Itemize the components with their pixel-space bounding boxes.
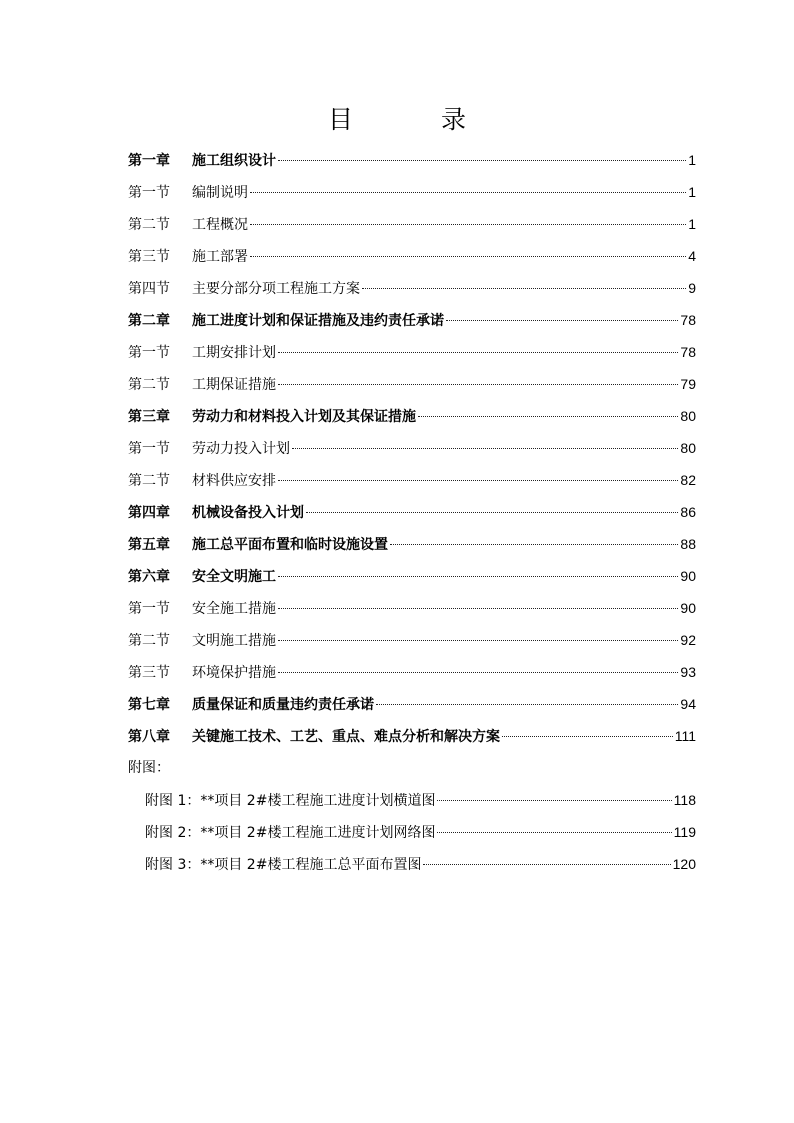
- toc-entry-label: 第一节: [128, 185, 170, 201]
- toc-entry-title: 安全施工措施: [192, 601, 276, 617]
- toc-entry-title: 附图 1：**项目 2#楼工程施工进度计划横道图: [145, 793, 436, 809]
- toc-entry-label: 第五章: [128, 537, 170, 553]
- toc-dot-leader: [278, 480, 678, 481]
- toc-dot-leader: [278, 640, 678, 641]
- toc-dot-leader: [250, 192, 686, 193]
- toc-chapter-row[interactable]: [128, 560, 696, 592]
- toc-page-number: 78: [680, 312, 696, 328]
- toc-dot-leader: [278, 384, 678, 385]
- toc-entry-title: 劳动力和材料投入计划及其保证措施: [192, 409, 416, 425]
- toc-page-number: 9: [688, 280, 696, 296]
- toc-entry-label: 第六章: [128, 569, 170, 585]
- title-right-char: 录: [441, 105, 467, 134]
- toc-entry-title: 编制说明: [192, 185, 248, 201]
- toc-page-number: 120: [672, 856, 696, 872]
- toc-entry-title: 工期安排计划: [192, 345, 276, 361]
- toc-page-number: 86: [680, 504, 696, 520]
- toc-entry-label: 第二节: [128, 473, 170, 489]
- toc-entry-label: 第四章: [128, 505, 170, 521]
- toc-section-row[interactable]: [128, 592, 696, 624]
- toc-section-row[interactable]: [128, 240, 696, 272]
- toc-entry-label: 第三节: [128, 249, 170, 265]
- appendix-heading: 附图：: [128, 760, 170, 776]
- toc-entry-label: 第一节: [128, 601, 170, 617]
- appendix-entries: [128, 784, 696, 880]
- toc-section-row[interactable]: [128, 624, 696, 656]
- toc-dot-leader: [278, 672, 678, 673]
- toc-section-row[interactable]: [128, 176, 696, 208]
- toc-page-number: 93: [680, 664, 696, 680]
- toc-dot-leader: [306, 512, 678, 513]
- toc-entry-label: 第二节: [128, 633, 170, 649]
- toc-entry-label: 第八章: [128, 729, 170, 745]
- toc-appendix-row[interactable]: [128, 816, 696, 848]
- toc-entry-title: 文明施工措施: [192, 633, 276, 649]
- toc-dot-leader: [250, 256, 686, 257]
- toc-entry-title: 材料供应安排: [192, 473, 276, 489]
- toc-entry-title: 工程概况: [192, 217, 248, 233]
- toc-dot-leader: [278, 352, 678, 353]
- toc-dot-leader: [278, 576, 678, 577]
- toc-dot-leader: [418, 416, 678, 417]
- toc-dot-leader: [362, 288, 686, 289]
- toc-entries: [128, 144, 696, 752]
- toc-entry-label: 第一节: [128, 441, 170, 457]
- toc-dot-leader: [250, 224, 686, 225]
- toc-dot-leader: [278, 160, 686, 161]
- toc-appendix-row[interactable]: [128, 848, 696, 880]
- toc-page-number: 4: [688, 248, 696, 264]
- toc-entry-label: 第四节: [128, 281, 170, 297]
- toc-entry-label: 第二节: [128, 377, 170, 393]
- toc-page-number: 78: [680, 344, 696, 360]
- toc-entry-title: 质量保证和质量违约责任承诺: [192, 697, 374, 713]
- toc-entry-title: 主要分部分项工程施工方案: [192, 281, 360, 297]
- toc-dot-leader: [376, 704, 678, 705]
- toc-page-number: 1: [688, 184, 696, 200]
- toc-dot-leader: [292, 448, 678, 449]
- toc-entry-label: 第一节: [128, 345, 170, 361]
- toc-dot-leader: [437, 800, 671, 801]
- toc-page-number: 80: [680, 408, 696, 424]
- toc-section-row[interactable]: [128, 336, 696, 368]
- toc-dot-leader: [390, 544, 678, 545]
- toc-dot-leader: [278, 608, 678, 609]
- toc-page-number: 80: [680, 440, 696, 456]
- toc-entry-title: 劳动力投入计划: [192, 441, 290, 457]
- toc-page-number: 82: [680, 472, 696, 488]
- table-of-contents: [128, 144, 696, 880]
- toc-entry-title: 关键施工技术、工艺、重点、难点分析和解决方案: [192, 729, 500, 745]
- toc-entry-title: 机械设备投入计划: [192, 505, 304, 521]
- toc-entry-label: 第一章: [128, 153, 170, 169]
- toc-section-row[interactable]: [128, 656, 696, 688]
- toc-section-row[interactable]: [128, 272, 696, 304]
- toc-page-number: 92: [680, 632, 696, 648]
- toc-page-number: 119: [673, 824, 696, 840]
- toc-entry-title: 施工总平面布置和临时设施设置: [192, 537, 388, 553]
- toc-chapter-row[interactable]: [128, 400, 696, 432]
- toc-entry-title: 附图 2：**项目 2#楼工程施工进度计划网络图: [145, 825, 436, 841]
- toc-page-number: 1: [688, 216, 696, 232]
- toc-entry-title: 环境保护措施: [192, 665, 276, 681]
- toc-chapter-row[interactable]: [128, 688, 696, 720]
- toc-entry-title: 安全文明施工: [192, 569, 276, 585]
- toc-section-row[interactable]: [128, 464, 696, 496]
- toc-entry-title: 施工组织设计: [192, 153, 276, 169]
- toc-entry-label: 第三节: [128, 665, 170, 681]
- toc-page-number: 1: [688, 152, 696, 168]
- toc-chapter-row[interactable]: [128, 304, 696, 336]
- toc-chapter-row[interactable]: [128, 528, 696, 560]
- toc-entry-title: 施工部署: [192, 249, 248, 265]
- toc-entry-label: 第三章: [128, 409, 170, 425]
- toc-page-number: 118: [673, 792, 696, 808]
- toc-page-number: 111: [674, 728, 696, 744]
- toc-entry-label: 第二节: [128, 217, 170, 233]
- toc-dot-leader: [502, 736, 673, 737]
- toc-section-row[interactable]: [128, 432, 696, 464]
- toc-dot-leader: [437, 832, 671, 833]
- toc-dot-leader: [446, 320, 678, 321]
- toc-chapter-row[interactable]: [128, 144, 696, 176]
- toc-chapter-row[interactable]: [128, 720, 696, 752]
- toc-page-number: 90: [680, 568, 696, 584]
- toc-entry-title: 附图 3：**项目 2#楼工程施工总平面布置图: [145, 857, 422, 873]
- toc-entry-label: 第七章: [128, 697, 170, 713]
- toc-entry-title: 施工进度计划和保证措施及违约责任承诺: [192, 313, 444, 329]
- toc-section-row[interactable]: [128, 208, 696, 240]
- toc-page-number: 94: [680, 696, 696, 712]
- toc-entry-label: 第二章: [128, 313, 170, 329]
- toc-appendix-row[interactable]: [128, 784, 696, 816]
- toc-page-number: 88: [680, 536, 696, 552]
- toc-chapter-row[interactable]: [128, 496, 696, 528]
- toc-entry-title: 工期保证措施: [192, 377, 276, 393]
- title-left-char: 目: [327, 105, 353, 134]
- toc-dot-leader: [423, 864, 670, 865]
- toc-page-number: 79: [680, 376, 696, 392]
- toc-section-row[interactable]: [128, 368, 696, 400]
- page-title: [0, 100, 794, 136]
- toc-page-number: 90: [680, 600, 696, 616]
